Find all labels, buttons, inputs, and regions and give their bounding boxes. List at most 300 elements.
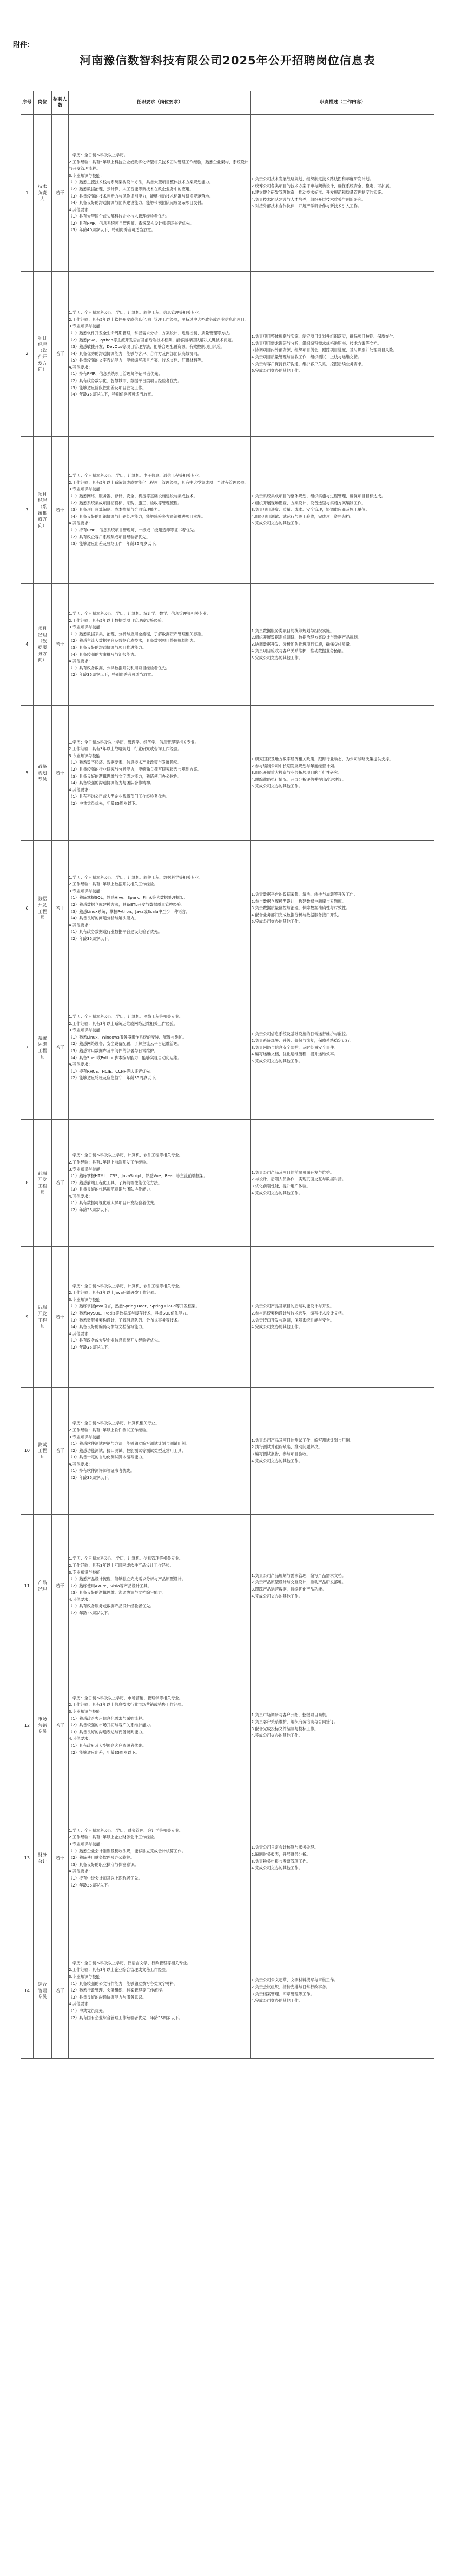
requirement-line: 4.其他要求：: [68, 922, 93, 928]
requirement-line: 2.工作经验：具有3年以上软件测试工作经验。: [68, 1427, 150, 1432]
row-duties: [251, 976, 434, 1120]
duty-line: 4.编写运维文档，优化运维流程，提升运维效率。: [251, 1052, 338, 1057]
duty-line: 3.协调数据开发、分析团队推进项目实施，确保交付质量。: [251, 641, 354, 647]
row-requirements: [68, 584, 250, 706]
requirement-line: （2）熟练使用Axure、Visio等产品设计工具。: [68, 1583, 151, 1588]
requirement-line: 1.学历：全日制本科及以上学历，计算机、软件工程等相关专业。: [68, 1283, 183, 1289]
requirement-line: （1）具有政府及大型国企客户资源者优先。: [68, 1743, 147, 1748]
requirement-line: 3.专业知识与技能：: [68, 324, 104, 329]
requirement-line: 3.专业知识与技能：: [68, 625, 104, 630]
requirement-line: （1）熟练掌握SQL，熟悉Hive、Spark、Flink等大数据处理框架。: [68, 895, 188, 901]
requirement-line: （3）年龄40周岁以下，特别优秀者可适当放宽。: [68, 227, 155, 233]
table-row: [21, 706, 434, 841]
row-number: 5: [21, 706, 34, 841]
requirement-line: （2）熟悉数据仓库建模方法，具备ETL开发与数据质量管控经验。: [68, 902, 185, 907]
row-number: 6: [21, 841, 34, 976]
attachment-label: 附件：: [13, 41, 35, 49]
post-name: 测试工程师: [38, 1442, 47, 1460]
row-number: 10: [21, 1388, 34, 1515]
row-count: 若干: [51, 1515, 68, 1658]
duty-line: 2.负责会议组织、接待安排与日常行政事务。: [251, 1984, 330, 1989]
row-count: 若干: [51, 1388, 68, 1515]
row-number: 7: [21, 976, 34, 1120]
duty-line: 2.执行测试并跟踪缺陷，推动问题解决。: [251, 1444, 322, 1450]
requirement-line: （1）熟悉主流技术栈与系统架构设计方法，具备大型项目整体技术方案规划能力。: [68, 180, 213, 185]
duty-line: 1.负责公司技术发展战略规划，组织制定技术路线图和年度研发计划。: [251, 176, 374, 182]
duty-line: 4.完成公司交办的其他工作。: [251, 1865, 302, 1871]
requirement-line: （2）具备较强的市场开拓与客户关系维护能力。: [68, 1723, 154, 1728]
requirement-line: （1）熟练掌握Java语言，熟悉Spring Boot、Spring Cloud等开发框架。: [68, 1304, 200, 1309]
requirement-line: （3）熟悉Linux系统，掌握Python、Java或Scala中至少一种语言。: [68, 909, 190, 914]
duty-line: 2.参与系统架构设计与技术选型，编写技术设计文档。: [251, 1310, 346, 1316]
requirement-line: （1）熟悉Linux、Windows服务器操作系统的安装、配置与维护。: [68, 1034, 187, 1040]
requirement-line: 2.工作经验：具有5年以上数据类项目管理或实施经验。: [68, 617, 166, 623]
requirement-line: （1）持有RHCE、HCIE、CCNP等认证者优先。: [68, 1068, 154, 1074]
duty-line: 1.负责项目整体规划与实施，制定项目计划并组织落实，确保项目按期、保质交付。: [251, 334, 397, 339]
requirement-line: （3）具备良好的逻辑思维与文字表达能力，熟练使用办公软件。: [68, 773, 182, 779]
requirement-line: （3）能够适应阶段性出差及项目驻场工作。: [68, 385, 147, 390]
table-row: [21, 437, 434, 584]
row-duties: [251, 1120, 434, 1247]
duty-line: 4.完成公司交办的其他工作。: [251, 1458, 302, 1463]
duty-line: 2.统筹公司各类项目的技术方案评审与架构设计，确保系统安全、稳定、可扩展。: [251, 183, 393, 188]
duty-line: 5.完成公司交办的其他工作。: [251, 1058, 302, 1063]
requirement-line: 1.学历：全日制本科及以上学历，计算机相关专业。: [68, 1421, 160, 1426]
duty-line: 3.负责接口开发与联调，保障系统性能与安全。: [251, 1317, 334, 1323]
duty-line: 4.负责项目质量管理与验收工作，组织测试、上线与运维交接。: [251, 354, 362, 359]
requirement-line: （2）具备较强的行业研究与分析能力，能够独立撰写研究报告与规划方案。: [68, 766, 202, 772]
requirement-line: （4）年龄35周岁以下，特别优秀者可适当放宽。: [68, 392, 155, 397]
requirement-line: 1.学历：全日制本科及以上学历，汉语言文学、行政管理等相关专业。: [68, 1960, 191, 1966]
duty-line: 1.负责数据平台的数据采集、清洗、转换与加载等开发工作。: [251, 892, 358, 897]
duty-line: 4.完成公司交办的其他工作。: [251, 1324, 302, 1330]
requirement-line: （2）年龄35周岁以下。: [68, 1611, 112, 1616]
header-count: 招聘人数: [51, 91, 68, 115]
requirement-line: （1）熟悉网络、服务器、存储、安全、机房等基础设施建设与集成技术。: [68, 494, 197, 499]
requirement-line: （1）熟悉数字经济、数据要素、信息技术产业政策与发展趋势。: [68, 760, 182, 765]
row-requirements: [68, 841, 250, 976]
table-row: [21, 1388, 434, 1515]
requirement-line: （2）年龄35周岁以下。: [68, 1207, 112, 1213]
requirement-line: 1.学历：全日制本科及以上学历，计算机、软件工程、信息管理等相关专业。: [68, 310, 203, 316]
requirement-line: 2.工作经验：具有5年以上软件开发或信息化项目管理工作经验，主持过中大型政务或企业信息化项目。: [68, 317, 249, 322]
duty-line: 2.负责客户关系维护，组织商务洽谈与合同签订。: [251, 1719, 338, 1724]
header-no: 序号: [21, 91, 34, 115]
requirement-line: 4.其他要求：: [68, 521, 93, 526]
requirement-line: 1.学历：全日制本科及以上学历，计算机、软件工程等相关专业。: [68, 1153, 183, 1158]
requirement-line: （3）熟悉敏捷开发、DevOps等项目管理方法，能够合理配置资源，有效控制项目风险。: [68, 344, 225, 350]
row-requirements: [68, 1658, 250, 1793]
requirement-line: （2）能够适应出差，年龄35周岁以下。: [68, 1750, 140, 1755]
duty-line: 4.完成公司交办的其他工作。: [251, 1190, 302, 1195]
table-row: [21, 1658, 434, 1793]
requirement-line: 2.工作经验：具有5年以上系统集成或智能化工程项目管理经验，具有中大型集成项目全过程管理经验。: [68, 479, 249, 485]
duty-line: 2.组织开展数据需求调研、数据治理方案设计与数据产品规划。: [251, 635, 362, 640]
requirement-line: 1.学历：全日制本科及以上学历，市场营销、管理学等相关专业。: [68, 1695, 183, 1700]
duty-line: 5.完成公司交办的其他工作。: [251, 919, 302, 924]
requirement-line: （1）具有政务或大型企业信息系统开发经验者优先。: [68, 1338, 162, 1343]
row-requirements: [68, 272, 250, 437]
requirement-line: 3.专业知识与技能：: [68, 487, 104, 492]
duty-line: 2.参与数据仓库模型设计，构建数据主题库与专题库。: [251, 898, 346, 904]
duty-line: 2.参与编制公司中长期发展规划与年度经营计划。: [251, 763, 338, 768]
duty-line: 4.完成公司交办的其他工作。: [251, 1998, 302, 2003]
requirement-line: 1.学历：全日制本科及以上学历，计算机、网络工程等相关专业。: [68, 1014, 183, 1020]
requirement-line: （3）熟悉常用数据库及中间件的部署与日常维护。: [68, 1048, 158, 1053]
duty-line: 3.协调项目内外部资源，组织项目例会，跟踪项目进度，及时识别并处理项目风险。: [251, 347, 397, 353]
table-row: [21, 115, 434, 272]
table-header-row: [21, 91, 434, 115]
row-count: 若干: [51, 976, 68, 1120]
requirement-line: （1）熟悉产品设计流程，能够独立完成需求分析与产品原型设计。: [68, 1576, 186, 1582]
requirement-line: （2）熟悉行政管理、会务组织、档案管理等工作流程。: [68, 1988, 166, 1993]
row-requirements: [68, 1515, 250, 1658]
row-post: [33, 1120, 51, 1247]
post-name: 后端开发工程师: [38, 1305, 47, 1329]
requirement-line: （2）年龄35周岁以下。: [68, 936, 112, 941]
duty-line: 4.负责项目验收与客户关系维护，推动数据业务拓展。: [251, 648, 346, 654]
requirement-line: （4）具备良好的编码习惯与文档编写能力。: [68, 1324, 147, 1330]
requirement-line: 2.工作经验：具有3年以上企业综合管理或文秘工作经验。: [68, 1967, 170, 1973]
header-post: 岗位: [33, 91, 51, 115]
row-count: 若干: [51, 1658, 68, 1793]
row-number: 9: [21, 1247, 34, 1388]
duty-line: 4.负责技术团队建设与人才培养，组织开展技术攻关与创新研究。: [251, 196, 366, 202]
row-duties: [251, 1247, 434, 1388]
row-duties: [251, 1515, 434, 1658]
requirement-line: （1）具有大型国企或头部科技企业技术管理经验者优先。: [68, 214, 170, 219]
requirement-line: （4）具备良好的沟通协调与团队建设能力，能够带领团队完成复杂项目交付。: [68, 200, 206, 206]
requirement-line: （2）年龄35周岁以下。: [68, 1882, 112, 1888]
requirement-line: （1）熟悉软件开发全生命周期管理，掌握需求分析、方案设计、进度控制、质量管理等方法。: [68, 330, 233, 336]
row-number: 8: [21, 1120, 34, 1247]
requirement-line: （1）熟悉软件测试理论与方法，能够独立编写测试计划与测试用例。: [68, 1441, 190, 1447]
row-post: [33, 272, 51, 437]
requirement-line: （2）熟练使用财务软件及办公软件。: [68, 1855, 135, 1861]
row-count: 若干: [51, 272, 68, 437]
requirement-line: 1.学历：全日制本科及以上学历，计算机、软件工程、数据科学等相关专业。: [68, 875, 203, 880]
row-number: 11: [21, 1515, 34, 1658]
row-count: 若干: [51, 1793, 68, 1923]
row-count: 若干: [51, 437, 68, 584]
requirement-line: 4.其他要求：: [68, 1331, 93, 1336]
job-table: [21, 91, 434, 2059]
requirement-line: （1）熟悉企业会计准则及税收法规，能够独立完成会计核算工作。: [68, 1848, 186, 1854]
row-post: [33, 1923, 51, 2059]
requirement-line: （3）具备良好的沟通协调能力与服务意识。: [68, 1994, 147, 2000]
row-requirements: [68, 1793, 250, 1923]
requirement-line: （1）持有PMP、信息系统项目管理师等证书者优先。: [68, 371, 162, 377]
table-row: [21, 976, 434, 1120]
requirement-line: 2.工作经验：具有3年以上系统运维或网络运维相关工作经验。: [68, 1021, 178, 1026]
requirement-line: （3）具备一定的自动化测试脚本编写能力。: [68, 1455, 147, 1460]
requirement-line: （1）具有政务服务或数据产品设计经验者优先。: [68, 1604, 154, 1609]
requirement-line: 2.工作经验：具有3年以上数据开发相关工作经验。: [68, 882, 158, 887]
requirement-line: （2）熟悉系统集成项目招投标、采购、施工、验收等管理流程。: [68, 500, 182, 505]
requirement-line: 4.其他要求：: [68, 364, 93, 370]
requirement-line: （2）年龄35周岁以下。: [68, 1344, 112, 1350]
requirement-line: 4.其他要求：: [68, 1461, 93, 1467]
requirement-line: 4.其他要求：: [68, 1193, 93, 1199]
post-name: 市场营销专员: [38, 1717, 47, 1734]
requirement-line: 2.工作经验：具有3年以上信息技术行业市场营销或销售工作经验。: [68, 1702, 186, 1707]
header-duties: 职责描述（工作内容）: [251, 91, 434, 115]
duty-line: 1.负责系统集成项目的整体规划、组织实施与过程管理，确保项目目标达成。: [251, 494, 386, 499]
duty-line: 2.负责系统部署、升级、备份与恢复，保障系统稳定运行。: [251, 1038, 354, 1043]
duty-line: 1.负责公司产品及项目的后端功能设计与开发。: [251, 1304, 334, 1309]
duty-line: 4.完成公司交办的其他工作。: [251, 1593, 302, 1599]
row-requirements: [68, 1388, 250, 1515]
row-duties: [251, 841, 434, 976]
row-post: [33, 976, 51, 1120]
requirement-line: （1）熟悉政企客户信息化需求与采购流程。: [68, 1716, 147, 1721]
post-name: 技术负责人: [38, 184, 47, 202]
duty-line: 3.跟踪产品运营数据，持续优化产品功能。: [251, 1587, 326, 1592]
row-duties: [251, 272, 434, 437]
duty-line: 3.负责数据质量监控与治理，保障数据准确性与时效性。: [251, 905, 350, 911]
post-name: 战略规划专员: [38, 764, 47, 782]
duty-line: 3.编写测试报告，参与项目验收。: [251, 1451, 311, 1456]
row-count: 若干: [51, 1247, 68, 1388]
requirement-line: （5）具备较强的文字表达能力，能够编写项目方案、技术文档、汇报材料等。: [68, 358, 206, 363]
requirement-line: 3.专业知识与技能：: [68, 1166, 104, 1172]
row-number: 12: [21, 1658, 34, 1793]
duty-line: 2.组织开展现场勘查、方案设计、设备选型与实施方案编制工作。: [251, 500, 366, 505]
requirement-line: 4.其他要求：: [68, 1596, 93, 1602]
table-row: [21, 272, 434, 437]
requirement-line: 4.其他要求：: [68, 1736, 93, 1742]
row-post: [33, 841, 51, 976]
requirement-line: （2）熟悉数据治理、云计算、人工智能等新技术在政企业务中的应用。: [68, 186, 194, 192]
duty-line: 2.负责项目需求调研与分析，组织编写需求规格说明书、技术方案等文档。: [251, 340, 381, 346]
row-duties: [251, 437, 434, 584]
requirement-line: 4.其他要求：: [68, 787, 93, 792]
requirement-line: （1）熟练掌握HTML、CSS、JavaScript，熟悉Vue、React等主流前端框架。: [68, 1173, 208, 1179]
header-requirements: 任职要求（岗位要求）: [68, 91, 250, 115]
table-row: [21, 1247, 434, 1388]
duty-line: 3.建立健全研发管理体系，推动技术标准、开发规范和质量管理制度的实施。: [251, 190, 386, 195]
row-count: 若干: [51, 584, 68, 706]
duty-line: 1.负责公司日常会计核算与账务处理。: [251, 1845, 319, 1850]
requirement-line: （1）中共党员优先。: [68, 2008, 107, 2013]
requirement-line: （2）年龄35周岁以下。: [68, 1475, 112, 1481]
row-count: 若干: [51, 1120, 68, 1247]
requirement-line: 4.其他要求：: [68, 207, 93, 212]
row-count: 若干: [51, 706, 68, 841]
requirement-line: 1.学历：全日制本科及以上学历。: [68, 152, 128, 157]
requirement-line: 1.学历：全日制本科及以上学历，计算机、信息管理等相关专业。: [68, 1556, 183, 1561]
row-duties: [251, 1388, 434, 1515]
table-body: [21, 115, 434, 2059]
duty-line: 4.完成公司交办的其他工作。: [251, 1733, 302, 1738]
requirement-line: （1）具有数据可视化或大屏项目开发经验者优先。: [68, 1200, 158, 1206]
row-requirements: [68, 115, 250, 272]
row-count: 若干: [51, 841, 68, 976]
post-name: 前端开发工程师: [38, 1171, 47, 1195]
requirement-line: （4）具备较强的沟通协调能力与团队合作精神。: [68, 780, 154, 786]
duty-line: 3.负责网络与信息安全防护，及时处置安全事件。: [251, 1044, 338, 1050]
requirement-line: 3.专业知识与技能：: [68, 1842, 104, 1847]
requirement-line: （3）具备较强的技术判断力与风险识别能力，能够推动技术标准与研发规范落地。: [68, 193, 213, 199]
requirement-line: （2）具有政企客户系统集成项目经验者优先。: [68, 534, 150, 540]
requirement-line: （2）具有国有企业综合管理工作经验者优先，年龄35周岁以下。: [68, 2015, 183, 2020]
row-post: [33, 1247, 51, 1388]
requirement-line: （2）年龄35周岁以下，特别优秀者可适当放宽。: [68, 672, 155, 678]
requirement-line: 2.工作经验：具有3年以上互联网或软件产品设计工作经验。: [68, 1562, 174, 1568]
duty-line: 4.组织项目测试、试运行与竣工验收，完成项目资料归档。: [251, 514, 354, 519]
requirement-line: （4）具备优秀的沟通协调能力，能够与客户、合作方及内部团队高效协同。: [68, 351, 202, 356]
requirement-line: （2）熟悉MySQL、Redis等数据库与缓存技术，具备SQL优化能力。: [68, 1310, 190, 1316]
requirement-line: 3.专业知识与技能：: [68, 1569, 104, 1575]
row-duties: [251, 1923, 434, 2059]
requirement-line: （3）具备良好的沟通协调与项目推进能力。: [68, 645, 147, 650]
requirement-line: 4.其他要求：: [68, 659, 93, 664]
requirement-line: 2.工作经验：具有3年以上前端开发工作经验。: [68, 1159, 150, 1165]
duty-line: 6.完成公司交办的其他工作。: [251, 368, 302, 373]
duty-line: 1.负责公司产品规划与需求管理，编写产品需求文档。: [251, 1573, 346, 1578]
requirement-line: （3）具备良好的职业操守与保密意识。: [68, 1862, 139, 1867]
duty-line: 5.对接外部技术合作伙伴，开展产学研合作与新技术引入工作。: [251, 203, 362, 209]
duty-line: 1.负责市场调研与客户开拓，挖掘项目商机。: [251, 1712, 330, 1718]
duty-line: 5.完成公司交办的其他工作。: [251, 521, 302, 526]
row-post: [33, 1388, 51, 1515]
requirement-line: （3）具备良好的逻辑思维、沟通协调与文档编写能力。: [68, 1590, 166, 1595]
post-name: 项目经理（系统集成方向）: [38, 491, 47, 528]
document-title: 河南豫信数智科技有限公司2025年公开招聘岗位信息表: [80, 54, 375, 67]
requirement-line: 2.工作经验：具有5年以上科技企业或数字化转型相关技术团队管理工作经验，熟悉企业架构、系统设计与开发管理流程。: [68, 159, 249, 172]
duty-line: 1.负责公司产品及项目的测试工作，编写测试计划与用例。: [251, 1437, 354, 1443]
row-number: 4: [21, 584, 34, 706]
requirement-line: 1.学历：全日制本科及以上学历，计算机、电子信息、通信工程等相关专业。: [68, 473, 203, 478]
row-duties: [251, 1793, 434, 1923]
duty-line: 2.与设计、后端人员协作，实现页面交互与数据对接。: [251, 1177, 346, 1182]
requirement-line: （1）持有PMP、信息系统项目管理师、一级或二级建造师等证书者优先。: [68, 527, 198, 533]
duty-line: 3.负责项目进度、质量、成本、安全管理，协调供应商及施工单位。: [251, 507, 370, 512]
requirement-line: 3.专业知识与技能：: [68, 1974, 104, 1980]
table-row: [21, 1923, 434, 2059]
requirement-line: （2）熟悉功能测试、接口测试、性能测试等测试类型及常用工具。: [68, 1448, 186, 1453]
duty-line: 4.跟踪战略执行情况，开展分析评估并提出改进建议。: [251, 777, 346, 782]
duty-line: 3.负责档案管理、印章管理等工作。: [251, 1991, 314, 1996]
requirement-line: （3）具备良好的沟通表达与商务谈判能力。: [68, 1729, 147, 1734]
duty-line: 3.优化前端性能，提升用户体验。: [251, 1184, 311, 1188]
row-duties: [251, 706, 434, 841]
duty-line: 3.负责税务申报与发票管理工作。: [251, 1858, 311, 1864]
row-requirements: [68, 1923, 250, 2059]
requirement-line: （4）具备良好的组织协调与问题处理能力，能够统筹多方资源推进项目实施。: [68, 514, 206, 519]
duty-line: 3.组织开展重大投资与业务拓展项目的可行性研究。: [251, 770, 342, 776]
requirement-line: 3.专业知识与技能：: [68, 1297, 104, 1302]
table-row: [21, 841, 434, 976]
table-row: [21, 1120, 434, 1247]
requirement-line: （2）熟悉Java、Python等主流开发语言及前后端技术框架，能够指导团队解决关键技术问题。: [68, 337, 236, 343]
requirement-line: 3.专业知识与技能：: [68, 753, 104, 758]
post-name: 项目经理（软件开发方向）: [38, 336, 47, 372]
row-number: 2: [21, 272, 34, 437]
requirement-line: （1）持有中级会计师及以上职称者优先。: [68, 1875, 142, 1881]
table-row: [21, 584, 434, 706]
row-post: [33, 1658, 51, 1793]
requirement-line: 2.工作经验：具有3年以上战略规划、行业研究或咨询工作经验。: [68, 746, 182, 752]
requirement-line: （4）具备较强的方案撰写与汇报能力。: [68, 652, 139, 657]
requirement-line: 2.工作经验：具有3年以上Java后端开发工作经验。: [68, 1290, 159, 1296]
requirement-line: 3.专业知识与技能：: [68, 1434, 104, 1440]
row-post: [33, 706, 51, 841]
row-post: [33, 584, 51, 706]
requirement-line: （1）持有软件测评师等证书者优先。: [68, 1468, 135, 1474]
requirement-line: （4）具备良好的问题分析与解决能力。: [68, 916, 139, 921]
post-name: 财务会计: [38, 1852, 47, 1864]
requirement-line: 1.学历：全日制本科及以上学历，计算机、统计学、数学、信息管理等相关专业。: [68, 611, 211, 616]
requirement-line: 1.学历：全日制本科及以上学历，管理学、经济学、信息管理等相关专业。: [68, 739, 199, 745]
post-name: 系统运维工程师: [38, 1035, 47, 1060]
row-requirements: [68, 706, 250, 841]
row-post: [33, 437, 51, 584]
requirement-line: 4.其他要求：: [68, 1062, 93, 1067]
requirement-line: （1）熟悉数据采集、治理、分析与应用全流程，了解数据资产管理相关标准。: [68, 631, 206, 636]
table-row: [21, 1515, 434, 1658]
requirement-line: 1.学历：全日制本科及以上学历，财务管理、会计学等相关专业。: [68, 1828, 183, 1833]
duty-line: 1.研究国家及地方数字经济相关政策，跟踪行业动态，为公司战略决策提供支撑。: [251, 757, 393, 762]
row-duties: [251, 1658, 434, 1793]
post-name: 产品经理: [38, 1580, 47, 1592]
row-count: 若干: [51, 1923, 68, 2059]
row-requirements: [68, 1247, 250, 1388]
duty-line: 1.负责公司信息系统及基础设施的日常运行维护与监控。: [251, 1031, 350, 1036]
requirement-line: （2）具有PMP、信息系统项目管理师、系统架构设计师等证书者优先。: [68, 220, 194, 226]
requirement-line: （3）具备项目预算编制、成本控制与合同管理能力。: [68, 507, 162, 512]
row-duties: [251, 115, 434, 272]
requirement-line: （2）能够适应轮班及应急值守，年龄35周岁以下。: [68, 1075, 160, 1081]
requirement-line: （2）中共党员优先，年龄35周岁以下。: [68, 800, 140, 806]
requirement-line: 4.其他要求：: [68, 2001, 93, 2007]
row-number: 3: [21, 437, 34, 584]
requirement-line: （1）具有政务数据或行业数据平台建设经验者优先。: [68, 929, 162, 935]
table-row: [21, 1793, 434, 1923]
duty-line: 5.负责与客户保持良好沟通，维护客户关系，挖掘后续业务需求。: [251, 361, 366, 366]
requirement-line: （1）具有政务数据、公共数据开发利用项目经验者优先。: [68, 665, 170, 671]
post-name: 数据开发工程师: [38, 896, 47, 921]
duty-line: 3.配合完成投标文件编制与投标工作。: [251, 1726, 319, 1731]
requirement-line: （4）具备Shell或Python脚本编写能力，能够实现自动化运维。: [68, 1055, 182, 1060]
row-number: 14: [21, 1923, 34, 2059]
requirement-line: （3）能够适应出差及驻场工作，年龄35周岁以下。: [68, 541, 160, 547]
requirement-line: 3.专业知识与技能：: [68, 1709, 104, 1714]
requirement-line: （3）具备良好的代码规范意识与团队协作能力。: [68, 1187, 154, 1192]
row-requirements: [68, 437, 250, 584]
duty-line: 5.完成公司交办的其他工作。: [251, 784, 302, 789]
requirement-line: 3.专业知识与技能：: [68, 173, 104, 178]
requirement-line: 3.专业知识与技能：: [68, 888, 104, 893]
requirement-line: （2）熟悉主流大数据平台及数据仓库技术，具备数据项目整体规划能力。: [68, 638, 197, 643]
requirement-line: 3.专业知识与技能：: [68, 1028, 104, 1033]
duty-line: 5.完成公司交办的其他工作。: [251, 655, 302, 660]
row-post: [33, 115, 51, 272]
duty-line: 2.编制财务报表，开展财务分析。: [251, 1851, 311, 1857]
duty-line: 1.负责公司公文起草、文字材料撰写与审核工作。: [251, 1977, 338, 1983]
post-name: 综合管理专员: [38, 1982, 47, 2000]
row-number: 1: [21, 115, 34, 272]
row-requirements: [68, 976, 250, 1120]
duty-line: 2.负责产品原型设计与交互设计，推动产品研发落地。: [251, 1580, 346, 1585]
requirement-line: （3）熟悉微服务架构设计，了解消息队列、分布式事务等技术。: [68, 1317, 182, 1323]
requirement-line: （1）具备较强的公文写作能力，能够独立撰写各类文字材料。: [68, 1981, 178, 1986]
post-name: 项目经理（数据服务方向）: [38, 626, 47, 663]
row-duties: [251, 584, 434, 706]
row-number: 13: [21, 1793, 34, 1923]
duty-line: 4.配合业务部门完成数据分析与数据服务接口开发。: [251, 912, 342, 917]
requirement-line: （2）熟悉前端工程化工具，了解前端性能优化方法。: [68, 1180, 162, 1185]
